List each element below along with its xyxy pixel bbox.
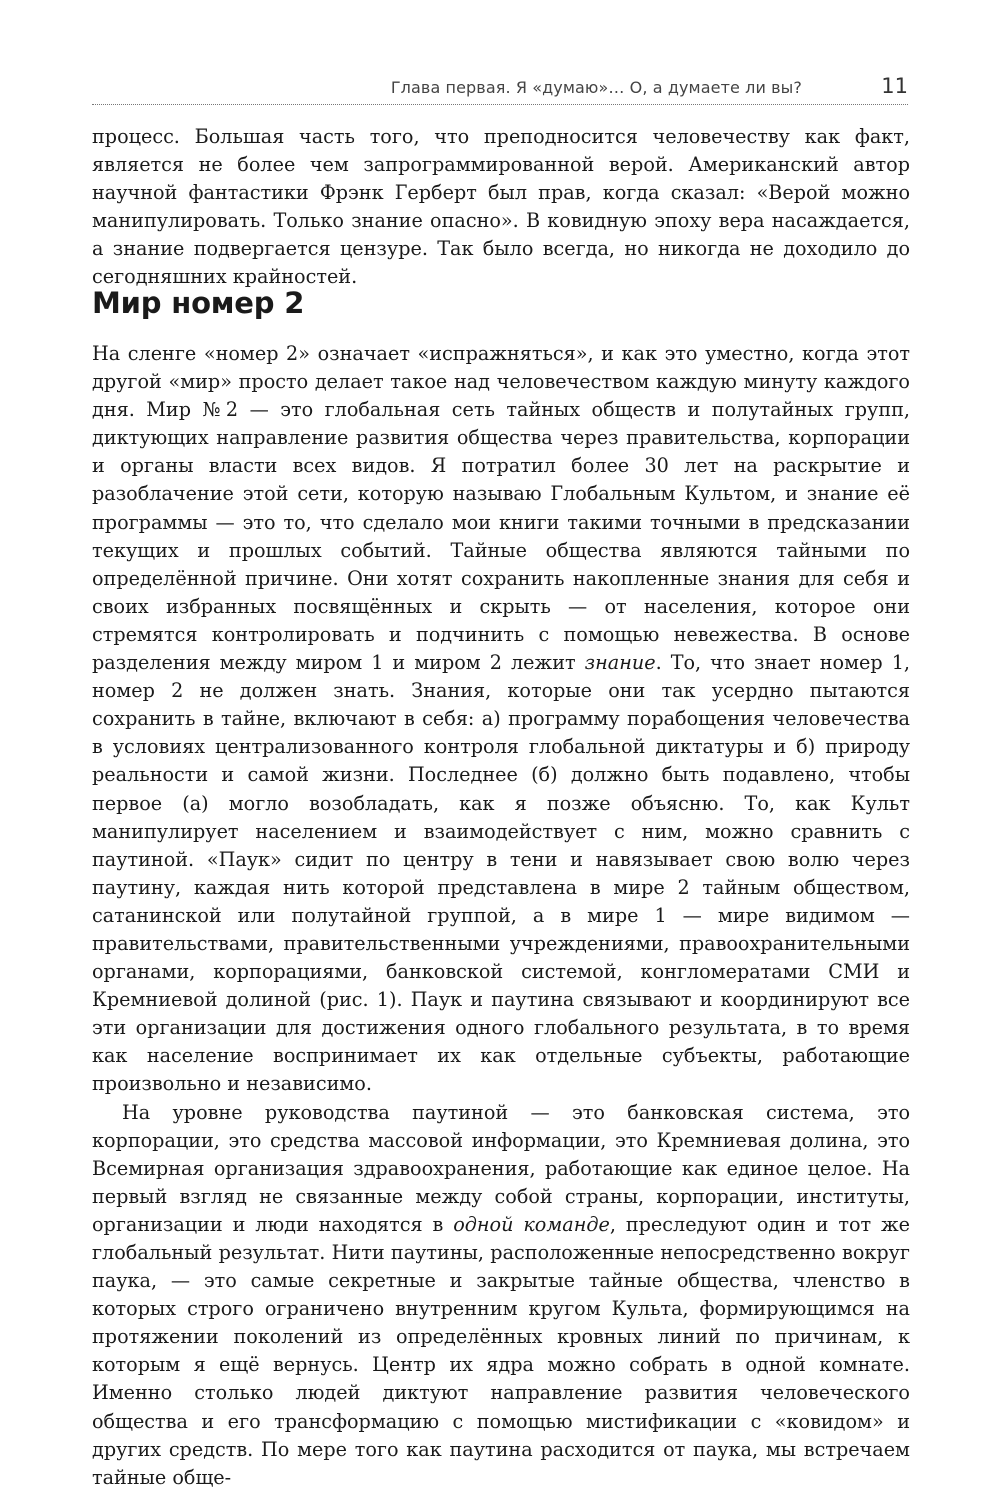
opening-paragraph: процесс. Большая часть того, что преподносится человечеству как факт, является не более чем запрограммированной верой. Американский автор научной фантастики Фрэнк Герберт был прав, когда сказал: «Верой можно манипулировать. Только знание опасно». В ковидную эпоху вера насаждается, а знание подвергается цензуре. Так было всегда, но никогда не доходило до сегодняшних крайностей.: [92, 125, 910, 289]
running-header: [92, 72, 910, 106]
paragraph-1-text-start: На сленге «номер 2» означает «испражняться», и как это уместно, когда этот другой «мир» просто делает такое над человечеством каждую минуту каждого дня. Мир №2 — это глобальная сеть тайных обществ и полутайных групп, диктующих направление развития общества через правительства, корпорации и органы власти всех видов. Я потратил более 30 лет на раскрытие и разоблачение этой сети, которую называю Глобальным Культом, и знание её программы — это то, что сделало мои книги такими точными в предсказании текущих и прошлых событий. Тайные общества являются тайными по определённой причине. Они хотят сохранить накопленные знания для себя и своих избранных посвящённых и скрыть — от населения, которое они стремятся контролировать и подчинить с помощью невежества. В основе разделения между миром 1 и миром 2 лежит: [92, 342, 910, 675]
chapter-title: Глава первая. Я «думаю»… О, а думаете ли вы?: [390, 78, 802, 97]
paragraph-2-text-end: , преследуют один и тот же глобальный результат. Нити паутины, расположенные непосредственно вокруг паука, — это самые секретные и закрытые тайные общества, членство в которых строго ограничено внутренним кругом Культа, формирующимся на протяжении поколений из определённых кровных линий по причинам, к которым я ещё вернусь. Центр их ядра можно собрать в одной комнате. Именно столько людей диктуют направление развития человеческого общества и его трансформацию с помощью мистификации с «ковидом» и других средств. По мере того как паутина расходится от паука, мы встречаем тайные обще-: [92, 1212, 910, 1489]
section-heading: Мир номер 2: [92, 286, 305, 320]
paragraph-1-italic-term: знание: [584, 651, 656, 675]
paragraph-2-text-start: На уровне руководства паутиной — это банковская система, это корпорации, это средства массовой информации, это Кремниевая долина, это Всемирная организация здравоохранения, работающие как единое целое. На первый взгляд не связанные между собой страны, корпорации, институты, организации и люди находятся в: [92, 1100, 910, 1236]
body-paragraph-2: [92, 1099, 910, 1492]
body-paragraph-1: [92, 340, 910, 1099]
section-body: [92, 340, 910, 1492]
paragraph-2-italic-term: одной команде: [453, 1212, 610, 1236]
page-number: 11: [881, 74, 908, 98]
opening-paragraph-block: [92, 123, 910, 292]
header-divider: [92, 104, 908, 105]
paragraph-1-text-end: . То, что знает номер 1, номер 2 не должен знать. Знания, которые они так усердно пытаются сохранить в тайне, включают в себя: а) программу порабощения человечества в условиях централизованного контроля глобальной диктатуры и б) природу реальности и самой жизни. Последнее (б) должно быть подавлено, чтобы первое (а) могло возобладать, как я позже объясню. То, как Культ манипулирует населением и взаимодействует с ним, можно сравнить с паутиной. «Паук» сидит по центру в тени и навязывает свою волю через паутину, каждая нить которой представлена в мире 2 тайным обществом, сатанинской или полутайной группой, а в мире 1 — мире видимом — правительствами, правительственными учреждениями, правоохранительными органами, корпорациями, банковской системой, конгломератами СМИ и Кремниевой долиной (рис. 1). Паук и паутина связывают и координируют все эти организации для достижения одного глобального результата, в то время как население воспринимает их как отдельные субъекты, работающие произвольно и независимо.: [92, 651, 911, 1096]
